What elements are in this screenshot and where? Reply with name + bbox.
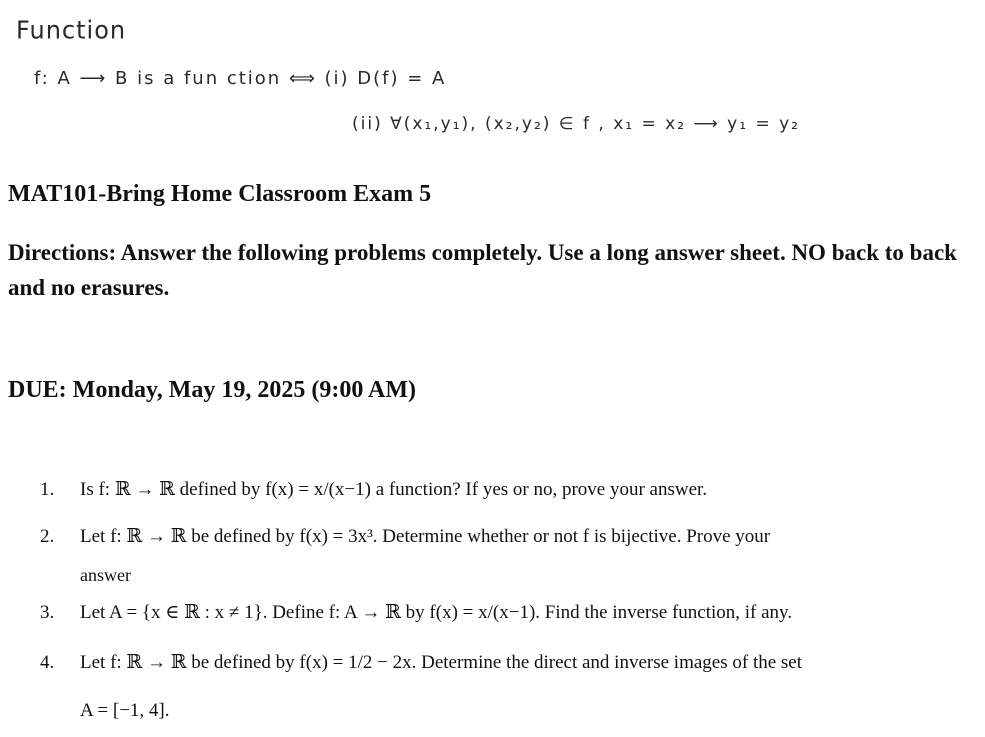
problem-text: Is f: ℝ → ℝ defined by f(x) = x/(x−1) a function? If yes or no, prove your answer. [80,479,708,500]
due-date: DUE: Monday, May 19, 2025 (9:00 AM) [8,377,416,403]
problem-text: Let A = {x ∈ ℝ : x ≠ 1}. Define f: A → ℝ by f(x) = x/(x−1). Find the inverse function, if any. [80,602,793,623]
exam-title: MAT101-Bring Home Classroom Exam 5 [8,181,432,207]
handwritten-definition-line-1: f: A ⟶ B is a fun ction ⟺ (i) D(f) = A [34,68,447,89]
handwritten-title: Function [16,15,127,45]
problem-item [40,472,952,508]
problem-item [40,645,952,681]
problem-text: Let f: ℝ → ℝ be defined by f(x) = 3x³. Determine whether or not f is bijective. Prove your [80,526,771,547]
problem-number: 3. [40,602,55,623]
handwritten-definition-line-2: (ii) ∀(x₁,y₁), (x₂,y₂) ∈ f , x₁ = x₂ ⟶ y₁ = y₂ [352,114,800,134]
problem-item [40,519,952,555]
problem-number: 2. [40,526,55,547]
problem-continuation: A = [−1, 4]. [80,700,170,721]
problem-text: Let f: ℝ → ℝ be defined by f(x) = 1/2 − 2x. Determine the direct and inverse images of the set [80,652,803,673]
problem-item [40,595,952,631]
problem-continuation: answer [80,565,131,585]
exam-directions: Directions: Answer the following problems completely. Use a long answer sheet. NO back to back and no erasures. [8,240,957,300]
problem-number: 1. [40,479,55,500]
problem-number: 4. [40,652,55,673]
